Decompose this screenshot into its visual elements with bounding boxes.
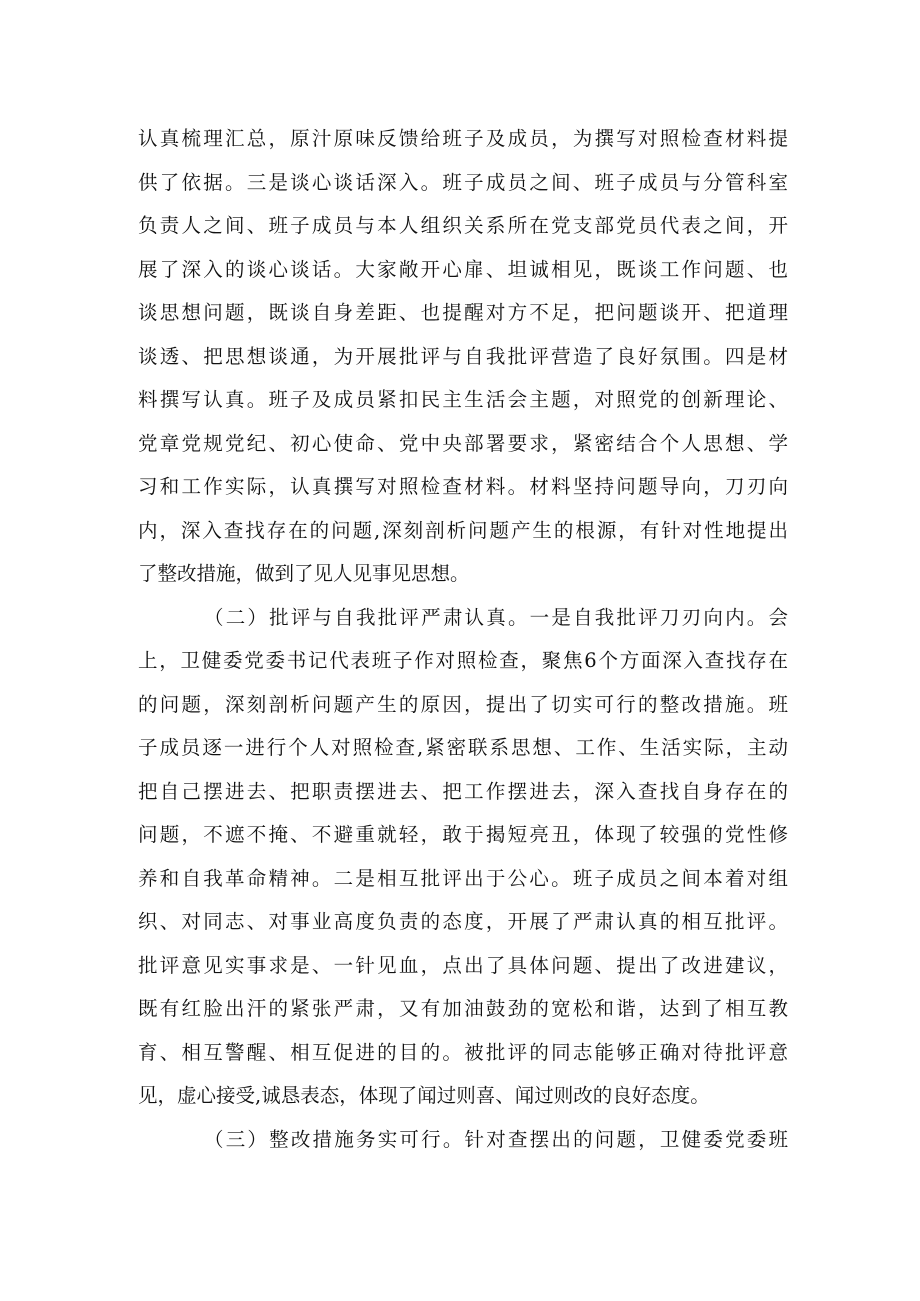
text-line: 谈透、把思想谈通，为开展批评与自我批评营造了良好氛围。四是材 xyxy=(138,344,788,368)
text-line: 认真梳理汇总，原汁原味反馈给班子及成员，为撰写对照检查材料提 xyxy=(138,127,788,150)
text-line: 既有红脸出汗的紧张严肃，又有加油鼓劲的宽松和谐，达到了相互教 xyxy=(138,997,788,1020)
text-line: 织、对同志、对事业高度负责的态度，开展了严肃认真的相互批评。 xyxy=(138,910,788,933)
text-line: （三）整改措施务实可行。针对查摆出的问题，卫健委党委班 xyxy=(204,1127,788,1151)
text-line: 供了依据。三是谈心谈话深入。班子成员之间、班子成员与分管科室 xyxy=(138,170,788,194)
text-line: （二）批评与自我批评严肃认真。一是自我批评刀刃向内。会 xyxy=(204,605,788,629)
text-line: 见，虚心接受,诚恳表态，体现了闻过则喜、闻过则改的良好态度。 xyxy=(138,1084,710,1107)
text-line: 料撰写认真。班子及成员紧扣民主生活会主题，对照党的创新理论、 xyxy=(138,388,788,411)
text-line: 负责人之间、班子成员与本人组织关系所在党支部党员代表之间，开 xyxy=(138,214,788,237)
text-line: 习和工作实际，认真撰写对照检查材料。材料坚持问题导向，刀刃向 xyxy=(138,475,788,498)
text-line: 了整改措施，做到了见人见事见思想。 xyxy=(138,562,470,585)
text-line: 把自己摆进去、把职责摆进去、把工作摆进去，深入查找自身存在的 xyxy=(138,779,788,803)
text-line: 子成员逐一进行个人对照检查,紧密联系思想、工作、生活实际，主动 xyxy=(138,736,788,759)
body-text xyxy=(138,117,788,1161)
text-line: 展了深入的谈心谈话。大家敞开心扉、坦诚相见，既谈工作问题、也 xyxy=(138,257,788,281)
text-line: 谈思想问题，既谈自身差距、也提醒对方不足，把问题谈开、把道理 xyxy=(138,301,788,324)
text-line: 的问题，深刻剖析问题产生的原因，提出了切实可行的整改措施。班 xyxy=(138,692,788,716)
text-line: 育、相互警醒、相互促进的目的。被批评的同志能够正确对待批评意 xyxy=(138,1040,788,1064)
text-line: 内，深入查找存在的问题,深刻剖析问题产生的根源，有针对性地提出 xyxy=(138,518,788,542)
text-line: 批评意见实事求是、一针见血，点出了具体问题、提出了改进建议， xyxy=(138,953,788,977)
text-line: 问题，不遮不掩、不避重就轻，敢于揭短亮丑，体现了较强的党性修 xyxy=(138,823,788,846)
text-line: 养和自我革命精神。二是相互批评出于公心。班子成员之间本着对组 xyxy=(138,866,788,890)
text-line: 党章党规党纪、初心使命、党中央部署要求，紧密结合个人思想、学 xyxy=(138,431,788,455)
text-line: 上，卫健委党委书记代表班子作对照检查，聚焦6个方面深入查找存在 xyxy=(138,649,788,672)
